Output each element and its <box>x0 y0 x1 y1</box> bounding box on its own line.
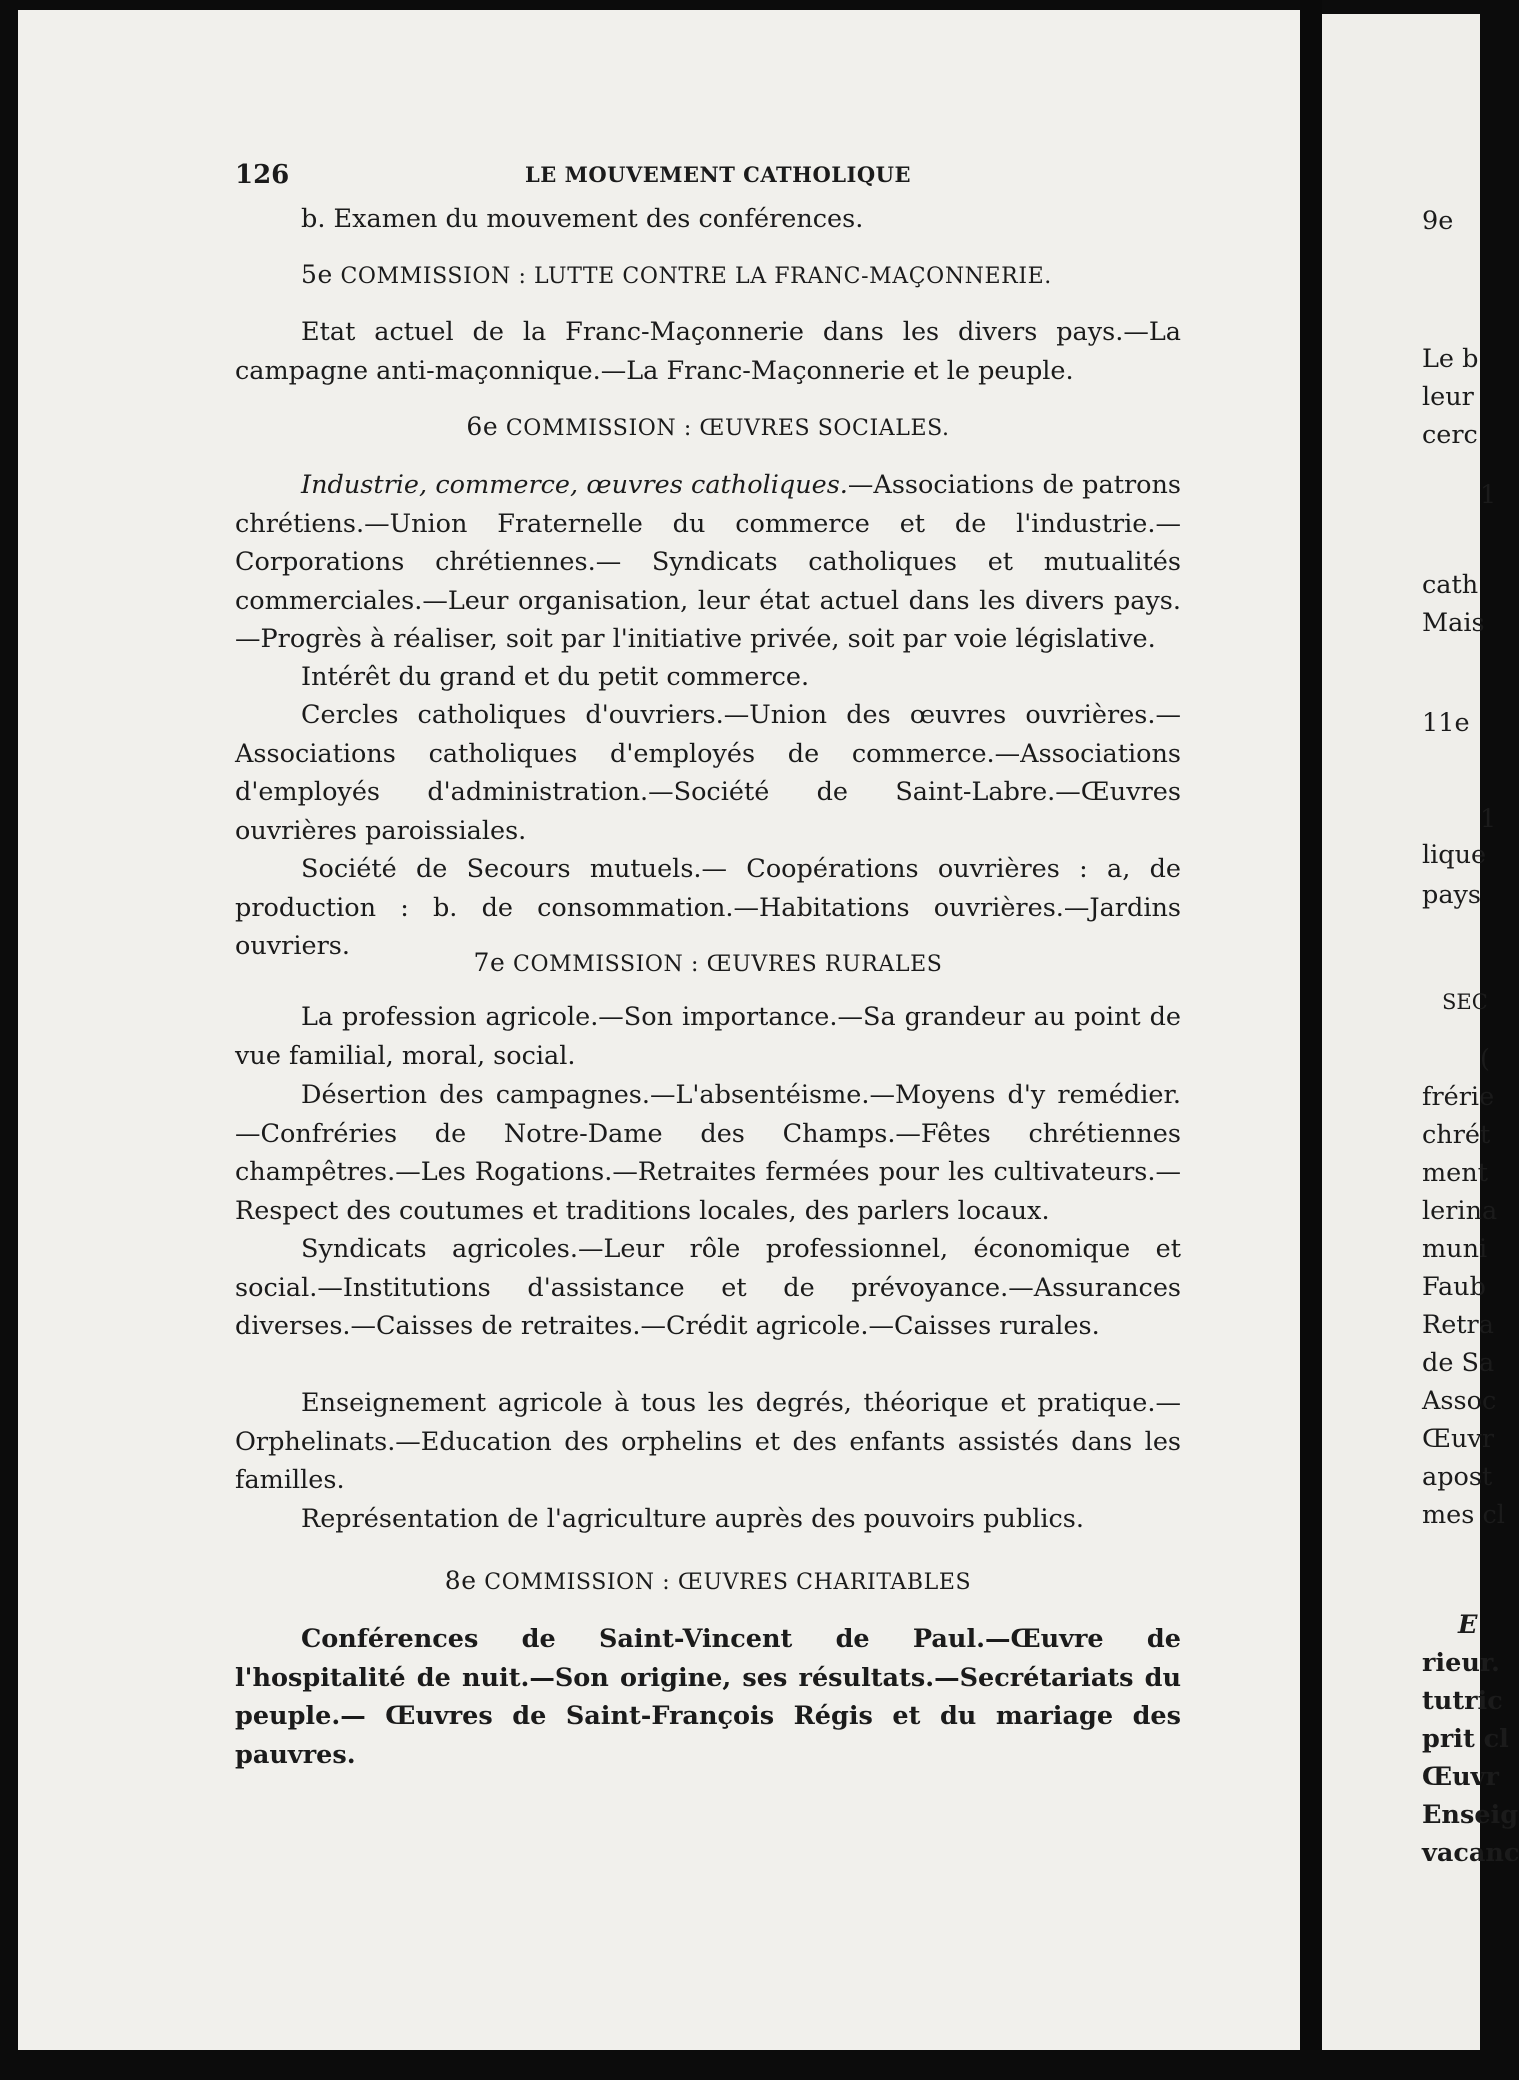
book-gutter <box>1300 0 1322 2080</box>
right-page-line: E <box>1458 1610 1478 1640</box>
commission-7-heading <box>235 944 1181 985</box>
left-page <box>18 10 1300 2050</box>
right-page-line: mes cl <box>1422 1500 1505 1530</box>
right-page-line: SEC <box>1442 990 1488 1014</box>
commission-5-heading <box>235 256 1181 297</box>
commission-6-title: COMMISSION : ŒUVRES SOCIALES. <box>505 416 950 441</box>
right-page-line: muni <box>1422 1234 1488 1264</box>
commission-5-number: 5e <box>301 260 333 289</box>
right-page-line: cath <box>1422 570 1479 600</box>
item-b: b. Examen du mouvement des conférences. <box>301 204 864 234</box>
right-page-line: 1 <box>1480 480 1497 510</box>
right-page-line: ( <box>1480 1044 1490 1074</box>
right-page-line: cerc <box>1422 420 1478 450</box>
right-page-line: lique <box>1422 840 1487 870</box>
right-page-line: Œuvr <box>1422 1762 1499 1792</box>
right-page-line: Faub <box>1422 1272 1486 1302</box>
commission-6-italic-lead: Industrie, commerce, œuvres catholiques. <box>301 470 848 500</box>
commission-6-paragraph-1 <box>235 466 1181 659</box>
right-page-line: rieur. <box>1422 1648 1500 1678</box>
right-page-line: prit cl <box>1422 1724 1509 1754</box>
right-page-line: Enseig <box>1422 1800 1519 1830</box>
commission-6-number: 6e <box>466 412 499 441</box>
commission-8-heading <box>235 1562 1181 1603</box>
commission-6-paragraph-3: Cercles catholiques d'ouvriers.—Union des œuvres ouvrières.—Associations catholiques d'employés de commerce.—Associations d'employés d'administration.—Société de Saint-Labre.—Œuvres ouvrières paroissiales. <box>235 700 1181 846</box>
commission-6-heading <box>235 408 1181 449</box>
right-page-line: vacanc <box>1422 1838 1519 1868</box>
right-page-line: 1 <box>1480 804 1497 834</box>
commission-7-paragraph-5: Représentation de l'agriculture auprès des pouvoirs publics. <box>301 1504 1084 1534</box>
commission-5-paragraph: Etat actuel de la Franc-Maçonnerie dans les divers pays.—La campagne anti-maçonnique.—La Franc-Maçonnerie et le peuple. <box>235 317 1181 386</box>
right-page-line: Le b <box>1422 344 1479 374</box>
commission-7-number: 7e <box>473 948 506 977</box>
commission-6-paragraph-1-rest: —Associations de patrons chrétiens.—Union Fraternelle du commerce et de l'industrie.—Corporations chrétiennes.— Syndicats catholiques et mutualités commerciales.—Leur organisation, leur état actuel dans les divers pays.—Progrès à réaliser, soit par l'initiative privée, soit par voie législative. <box>235 470 1182 655</box>
right-page-line: Assoc <box>1422 1386 1497 1416</box>
commission-6-paragraph-4: Société de Secours mutuels.— Coopérations ouvrières : a, de production : b. de consommation.—Habitations ouvrières.—Jardins ouvriers. <box>235 854 1181 962</box>
right-page-line: 11e <box>1422 708 1470 738</box>
running-head <box>235 160 1181 200</box>
right-page-line: leur <box>1422 382 1474 412</box>
scan-bottom-edge <box>0 2050 1480 2080</box>
right-page-line: Œuvr <box>1422 1424 1495 1454</box>
commission-5-title: COMMISSION : LUTTE CONTRE LA FRANC-MAÇONNERIE. <box>340 264 1052 289</box>
right-page-line: tutric <box>1422 1686 1503 1716</box>
commission-7-title: COMMISSION : ŒUVRES RURALES <box>513 952 943 977</box>
right-page-line: de Sa <box>1422 1348 1495 1378</box>
commission-7-paragraph-3: Syndicats agricoles.—Leur rôle professionnel, économique et social.—Institutions d'assistance et de prévoyance.—Assurances diverses.—Caisses de retraites.—Crédit agricole.—Caisses rurales. <box>235 1234 1181 1342</box>
right-page-fragment <box>1322 14 1519 2050</box>
right-page-line: pays <box>1422 880 1482 910</box>
running-title: LE MOUVEMENT CATHOLIQUE <box>525 162 911 187</box>
right-page-line: ment <box>1422 1158 1488 1188</box>
commission-8-paragraph: Conférences de Saint-Vincent de Paul.—Œuvre de l'hospitalité de nuit.—Son origine, ses résultats.—Secrétariats du peuple.— Œuvres de Saint-François Régis et du mariage des pauvres. <box>235 1624 1181 1770</box>
commission-7-paragraph-1: La profession agricole.—Son importance.—Sa grandeur au point de vue familial, moral, social. <box>235 1002 1181 1071</box>
right-page-line: 9e <box>1422 206 1454 236</box>
right-page-line: frérie <box>1422 1082 1495 1112</box>
commission-8-title: COMMISSION : ŒUVRES CHARITABLES <box>484 1570 972 1595</box>
right-page-line: chrét <box>1422 1120 1491 1150</box>
commission-7-paragraph-4: Enseignement agricole à tous les degrés, théorique et pratique.—Orphelinats.—Education des orphelins et des enfants assistés dans les familles. <box>235 1388 1181 1496</box>
right-page-line: lerina <box>1422 1196 1498 1226</box>
page-number: 126 <box>235 160 290 190</box>
commission-8-number: 8e <box>444 1566 477 1595</box>
commission-6-paragraph-2: Intérêt du grand et du petit commerce. <box>301 662 810 692</box>
right-page-line: Retra <box>1422 1310 1494 1340</box>
right-page-line: apost <box>1422 1462 1493 1492</box>
right-page-line: Mais <box>1422 608 1485 638</box>
commission-7-paragraph-2: Désertion des campagnes.—L'absentéisme.—Moyens d'y remédier.—Confréries de Notre-Dame des Champs.—Fêtes chrétiennes champêtres.—Les Rogations.—Retraites fermées pour les cultivateurs.—Respect des coutumes et traditions locales, des parlers locaux. <box>235 1080 1181 1226</box>
